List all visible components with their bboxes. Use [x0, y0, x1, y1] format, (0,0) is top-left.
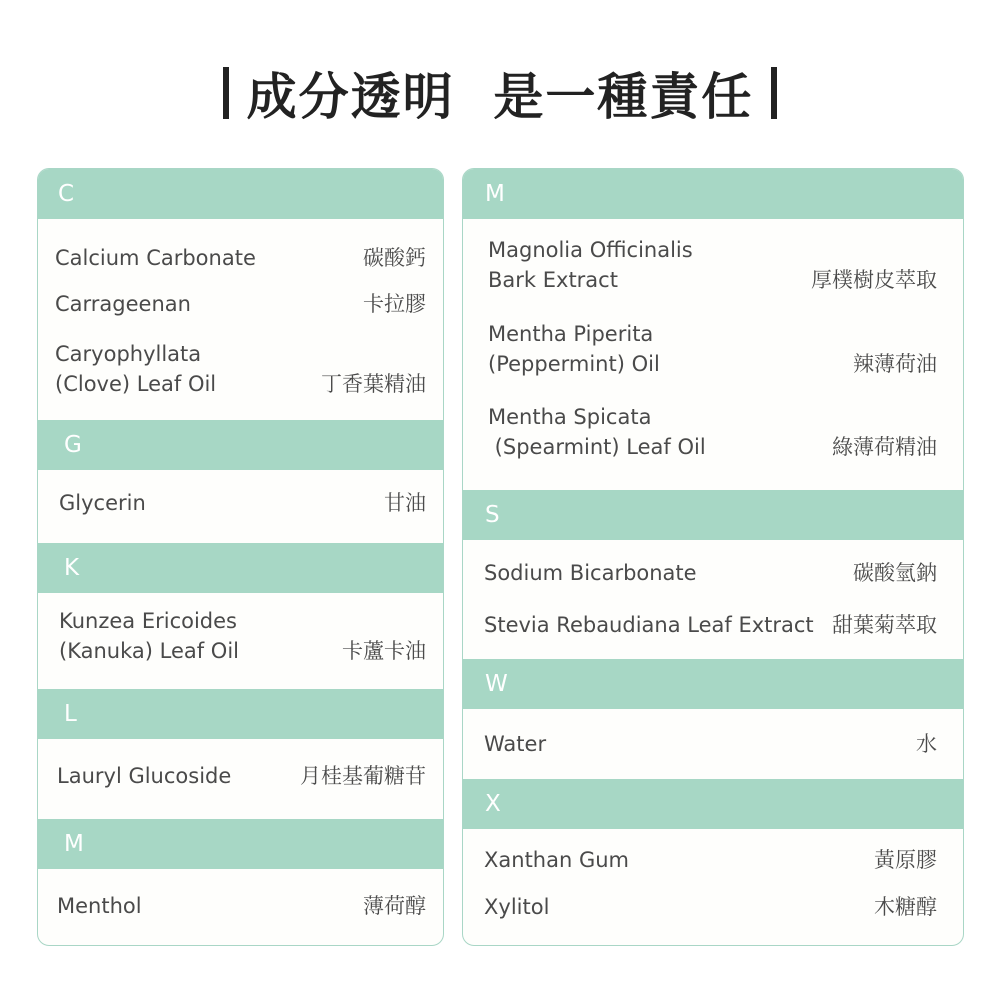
title-text: 成分透明 是一種責任	[246, 68, 754, 126]
section-header-m	[463, 169, 963, 219]
section-letter: M	[64, 831, 84, 857]
section-letter: L	[64, 701, 77, 727]
ingredient-en: Calcium Carbonate	[55, 246, 256, 270]
section-header-s	[463, 490, 963, 540]
ingredient-en: Mentha Piperita (Peppermint) Oil	[488, 322, 660, 376]
title-right-bar	[771, 67, 777, 119]
ingredient-en: Lauryl Glucoside	[57, 764, 232, 788]
section-header-k	[38, 543, 443, 593]
ingredient-row	[38, 606, 443, 666]
ingredient-zh: 厚樸樹皮萃取	[811, 268, 937, 292]
section-header-l	[38, 689, 443, 739]
section-letter: X	[485, 791, 501, 817]
ingredient-zh: 辣薄荷油	[853, 352, 937, 376]
section-letter: M	[485, 181, 505, 207]
ingredient-row	[38, 488, 443, 518]
ingredient-row	[463, 402, 963, 462]
ingredient-en: Stevia Rebaudiana Leaf Extract	[484, 613, 814, 637]
ingredient-row	[38, 289, 443, 319]
ingredient-zh: 木糖醇	[874, 895, 937, 919]
ingredient-en: Glycerin	[59, 491, 146, 515]
ingredients-panel-left	[37, 168, 444, 946]
ingredient-zh: 碳酸氫鈉	[853, 561, 937, 585]
page-title	[0, 58, 1000, 128]
ingredient-row	[463, 610, 963, 640]
section-letter: S	[485, 502, 500, 528]
ingredient-row	[38, 339, 443, 399]
ingredient-en: Water	[484, 732, 547, 756]
section-header-c	[38, 169, 443, 219]
ingredient-zh: 月桂基葡糖苷	[300, 764, 426, 788]
section-header-g	[38, 420, 443, 470]
ingredient-en: Xanthan Gum	[484, 848, 630, 872]
ingredient-en: Carrageenan	[55, 292, 191, 316]
ingredient-row	[463, 235, 963, 295]
section-letter: W	[485, 671, 508, 697]
section-letter: K	[64, 555, 80, 581]
ingredients-panel-right	[462, 168, 964, 946]
ingredient-zh: 碳酸鈣	[363, 246, 426, 270]
ingredient-en: Xylitol	[484, 895, 550, 919]
ingredient-en: Caryophyllata (Clove) Leaf Oil	[55, 342, 217, 396]
ingredient-zh: 甘油	[384, 491, 426, 515]
title-left-bar	[223, 67, 229, 119]
section-header-m	[38, 819, 443, 869]
section-letter: G	[64, 432, 82, 458]
ingredient-zh: 甜葉菊萃取	[832, 613, 937, 637]
ingredient-en: Kunzea Ericoides (Kanuka) Leaf Oil	[59, 609, 239, 663]
ingredient-row	[38, 243, 443, 273]
ingredient-en: Mentha Spicata (Spearmint) Leaf Oil	[488, 405, 706, 459]
ingredient-en: Sodium Bicarbonate	[484, 561, 697, 585]
section-header-w	[463, 659, 963, 709]
ingredient-en: Menthol	[57, 894, 142, 918]
ingredient-row	[463, 729, 963, 759]
ingredient-zh: 卡蘆卡油	[342, 639, 426, 663]
ingredient-zh: 綠薄荷精油	[832, 435, 937, 459]
ingredient-zh: 薄荷醇	[363, 894, 426, 918]
ingredient-row	[463, 558, 963, 588]
ingredient-zh: 黃原膠	[874, 848, 937, 872]
ingredient-zh: 丁香葉精油	[321, 372, 426, 396]
ingredient-row	[38, 761, 443, 791]
ingredient-row	[463, 319, 963, 379]
section-header-x	[463, 779, 963, 829]
ingredient-zh: 水	[916, 732, 937, 756]
ingredient-row	[38, 891, 443, 921]
ingredient-en: Magnolia Officinalis Bark Extract	[488, 238, 693, 292]
ingredient-zh: 卡拉膠	[363, 292, 426, 316]
ingredient-row	[463, 892, 963, 922]
ingredient-row	[463, 845, 963, 875]
section-letter: C	[58, 181, 75, 207]
